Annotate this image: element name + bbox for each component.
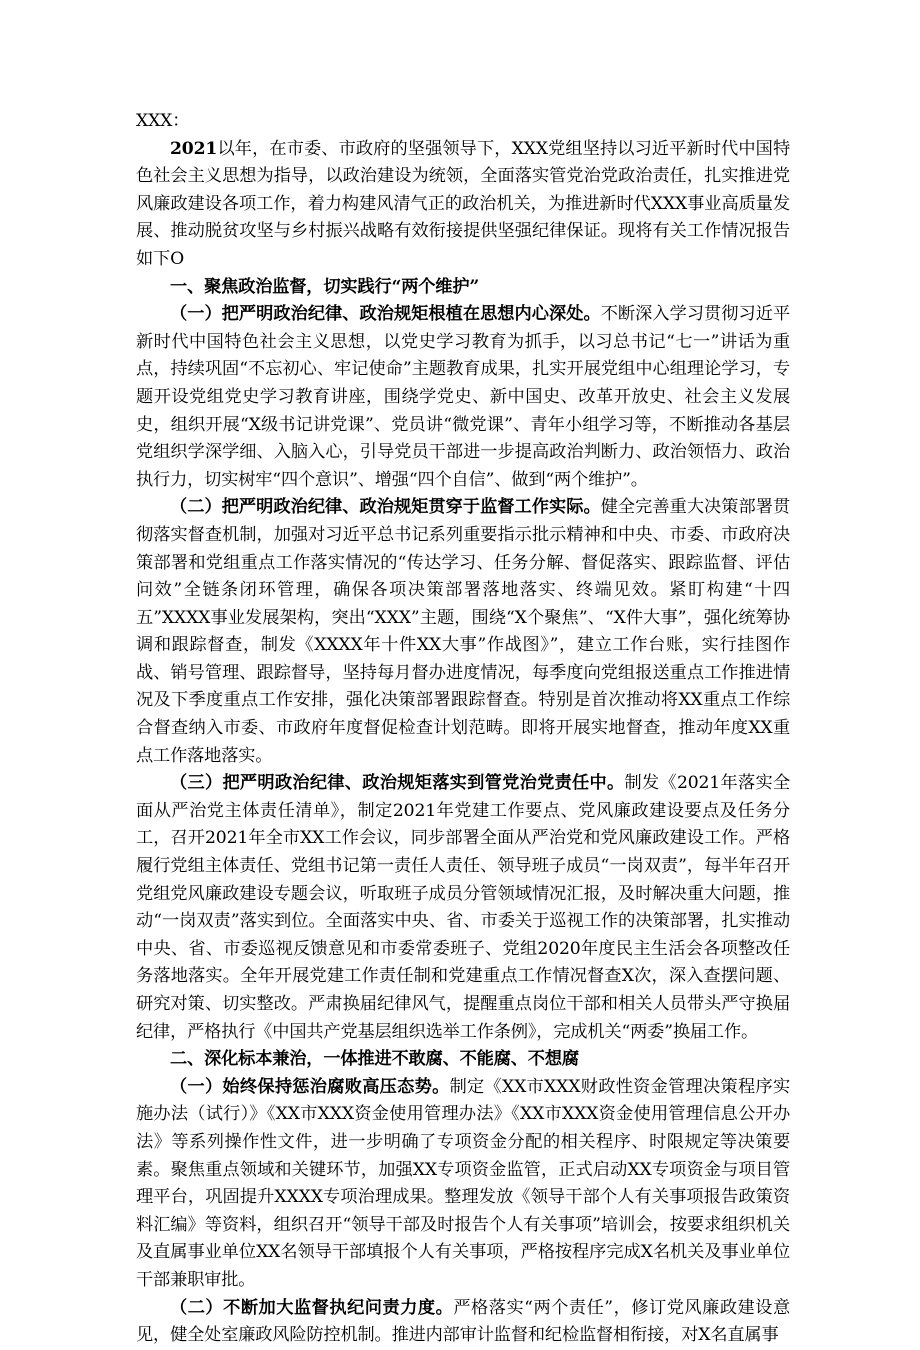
salutation: XXX：	[136, 111, 190, 131]
item-body: 严格落实“两个责任”，修订党风廉政建设意见，健全处室廉政风险防控机制。推进内部审计监督和纪检监督相衔接，对X名直属事	[136, 1297, 791, 1346]
section-1-item-2	[136, 494, 790, 770]
intro-paragraph	[136, 136, 790, 274]
item-lead: （三）把严明政治纪律、政治规矩落实到管党治党责任中。	[170, 773, 625, 794]
item-lead: （一）把严明政治纪律、政治规矩根植在思想内心深处。	[170, 304, 601, 325]
item-body: 制发《2021年落实全面从严治党主体责任清单》，制定2021年党建工作要点、党风廉政建设要点及任务分工，召开2021年全市XX工作会议，同步部署全面从严治党和党风廉政建设工作。严格履行党组主体责任、党组书记第一责任人责任、领导班子成员“一岗双责”，每半年召开党组党风廉政建设专题会议，听取班子成员分管领域情况汇报，及时解决重大问题，推动“一岗双责”落实到位。全面落实中央、省、市委关于巡视工作的决策部署，扎实推动中央、省、市委巡视反馈意见和市委常委班子、党组2020年度民主生活会各项整改任务落地落实。全年开展党建工作责任制和党建重点工作情况督查X次，深入查摆问题、研究对策、切实整改。严肃换届纪律风气，提醒重点岗位干部和相关人员带头严守换届纪律，严格执行《中国共产党基层组织选举工作条例》，完成机关“两委”换届工作。	[136, 773, 791, 1042]
intro-text: 以年，在市委、市政府的坚强领导下，XXX党组坚持以习近平新时代中国特色社会主义思想为指导，以政治建设为统领，全面落实管党治党政治责任，扎实推进党风廉政建设各项工作，着力构建风清气正的政治机关，为推进新时代XXX事业高质量发展、推动脱贫攻坚与乡村振兴战略有效衔接提供坚强纪律保证。现将有关工作情况报告如下O	[136, 138, 790, 269]
section-1-item-3	[136, 770, 790, 1046]
section-1-item-1	[136, 301, 790, 494]
section-1-heading: 一、聚焦政治监督，切实践行“两个维护”	[170, 276, 480, 297]
section-2-item-2	[136, 1295, 790, 1350]
item-body: 制定《XX市XXX财政性资金管理决策程序实施办法（试行）》《XX市XXX资金使用管理办法》《XX市XXX资金使用管理信息公开办法》等系列操作性文件，进一步明确了专项资金分配的相关程序、时限规定等决策要素。聚焦重点领域和关键环节，加强XX专项资金监管，正式启动XX专项资金与项目管理平台，巩固提升XXXX专项治理成果。整理发放《领导干部个人有关事项报告政策资料汇编》等资料，组织召开“领导干部及时报告个人有关事项”培训会，按要求组织机关及直属事业单位XX名领导干部填报个人有关事项，严格按程序完成X名机关及事业单位干部兼职审批。	[136, 1076, 790, 1290]
document-page	[136, 108, 790, 1350]
item-body: 不断深入学习贯彻习近平新时代中国特色社会主义思想，以党史学习教育为抓手，以习总书记“七一”讲话为重点，持续巩固“不忘初心、牢记使命”主题教育成果，扎实开展党组中心组理论学习，专题开设党组党史学习教育讲座，围绕学党史、新中国史、改革开放史、社会主义发展史，组织开展“X级书记讲党课”、党员讲“微党课”、青年小组学习等，不断推动各基层党组织学深学细、入脑入心，引导党员干部进一步提高政治判断力、政治领悟力、政治执行力，切实树牢“四个意识”、增强“四个自信”、做到“两个维护”。	[136, 304, 790, 490]
item-lead: （二）把严明政治纪律、政治规矩贯穿于监督工作实际。	[170, 497, 601, 518]
section-2-heading: 二、深化标本兼治，一体推进不敢腐、不能腐、不想腐	[170, 1049, 579, 1070]
intro-year: 2021	[170, 138, 218, 159]
item-lead: （二）不断加大监督执纪问责力度。	[170, 1297, 454, 1318]
item-body: 健全完善重大决策部署贯彻落实督查机制，加强对习近平总书记系列重要指示批示精神和中央、市委、市政府决策部署和党组重点工作落实情况的“传达学习、任务分解、督促落实、跟踪监督、评估问效”全链条闭环管理，确保各项决策部署落地落实、终端见效。紧盯构建“十四五”XXXX事业发展架构，突出“XXX”主题，围绕“X个聚焦”、“X件大事”，强化统筹协调和跟踪督查，制发《XXXX年十件XX大事”作战图》”，建立工作台账，实行挂图作战、销号管理、跟踪督导，坚持每月督办进度情况，每季度向党组报送重点工作推进情况及下季度重点工作安排，强化决策部署跟踪督查。特别是首次推动将XX重点工作综合督查纳入市委、市政府年度督促检查计划范畴。即将开展实地督查，推动年度XX重点工作落地落实。	[136, 497, 790, 766]
section-2-item-1	[136, 1074, 790, 1295]
item-lead: （一）始终保持惩治腐败高压态势。	[170, 1076, 450, 1097]
